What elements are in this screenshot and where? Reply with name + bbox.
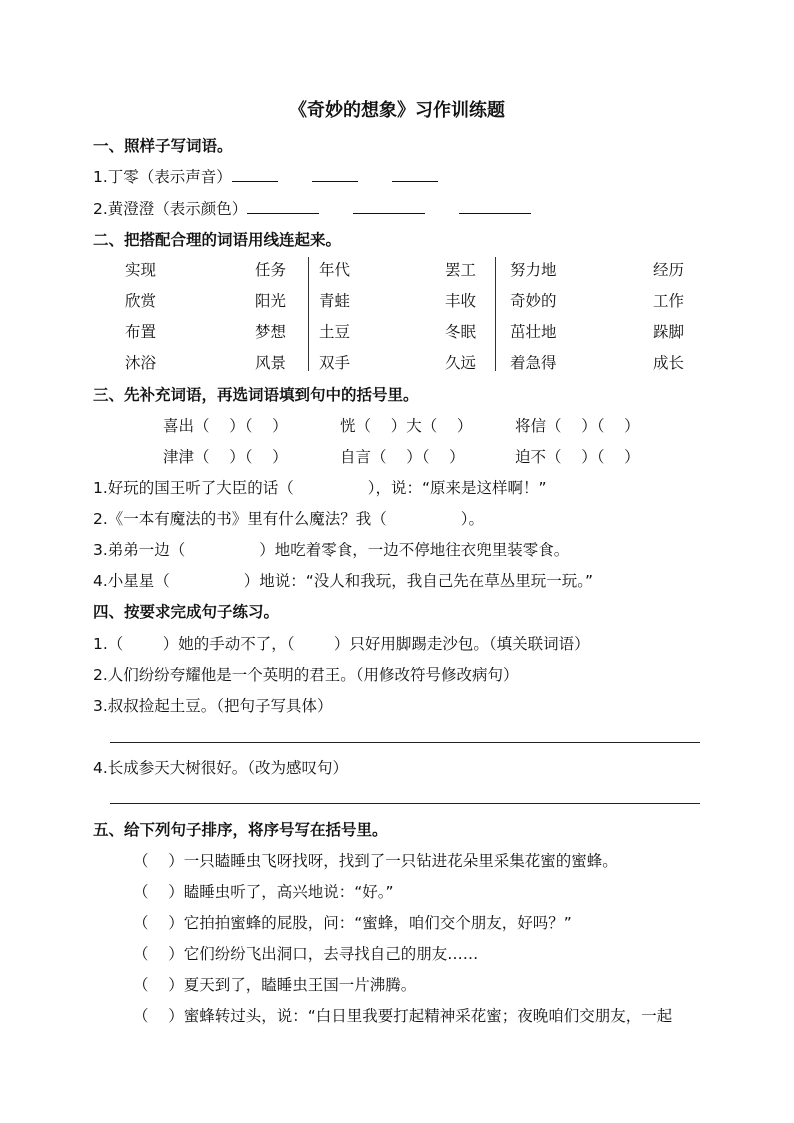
section1-heading: 一、照样子写词语。	[93, 137, 233, 155]
match-word[interactable]: 跺脚	[653, 323, 685, 341]
fill-word[interactable]: 恍（ ）大（ ）	[340, 417, 473, 435]
answer-blank[interactable]	[312, 167, 358, 182]
fill-word[interactable]: 自言（ ）（ ）	[340, 448, 465, 466]
section1-item-2	[93, 197, 531, 219]
sort-item[interactable]: （ ）夏天到了，瞌睡虫王国一片沸腾。	[133, 976, 417, 994]
section4-item-3: 3.叔叔捡起土豆。（把句子写具体）	[93, 697, 333, 715]
match-word[interactable]: 奇妙的	[510, 292, 557, 310]
match-group-2	[319, 255, 484, 377]
section1-item-2-label: 2.黄澄澄（表示颜色）	[93, 200, 248, 218]
section3-sentence-1[interactable]: 1.好玩的国王听了大臣的话（ ），说：“原来是这样啊！”	[93, 479, 547, 497]
match-word[interactable]: 罢工	[445, 261, 477, 279]
fill-word[interactable]: 迫不（ ）（ ）	[515, 448, 640, 466]
match-word[interactable]: 冬眠	[445, 323, 477, 341]
matching-grid	[125, 255, 695, 377]
section5-heading: 五、给下列句子排序，将序号写在括号里。	[93, 821, 388, 839]
match-word[interactable]: 双手	[319, 354, 351, 372]
section4-item-2: 2.人们纷纷夸耀他是一个英明的君王。（用修改符号修改病句）	[93, 666, 519, 684]
match-word[interactable]: 欣赏	[125, 292, 157, 310]
match-word[interactable]: 土豆	[319, 323, 351, 341]
fill-word[interactable]: 喜出（ ）（ ）	[163, 417, 288, 435]
answer-blank[interactable]	[353, 199, 425, 214]
section3-sentence-3[interactable]: 3.弟弟一边（ ）地吃着零食，一边不停地往衣兜里装零食。	[93, 541, 570, 559]
sort-item[interactable]: （ ）它拍拍蜜蜂的屁股，问：“蜜蜂，咱们交个朋友，好吗？”	[133, 914, 572, 932]
fill-word[interactable]: 将信（ ）（ ）	[515, 417, 640, 435]
match-word[interactable]: 阳光	[255, 292, 287, 310]
match-word[interactable]: 任务	[255, 261, 287, 279]
section1-item-1	[93, 165, 438, 187]
answer-line[interactable]	[110, 803, 700, 804]
answer-blank[interactable]	[247, 199, 319, 214]
match-word[interactable]: 青蛙	[319, 292, 351, 310]
sort-item[interactable]: （ ）瞌睡虫听了，高兴地说：“好。”	[133, 883, 394, 901]
column-divider	[308, 257, 309, 371]
section3-sentence-4[interactable]: 4.小星星（ ）地说：“没人和我玩，我自己先在草丛里玩一玩。”	[93, 572, 594, 590]
match-word[interactable]: 梦想	[255, 323, 287, 341]
match-word[interactable]: 茁壮地	[510, 323, 557, 341]
sort-item[interactable]: （ ）一只瞌睡虫飞呀找呀，找到了一只钻进花朵里采集花蜜的蜜蜂。	[133, 852, 618, 870]
section3-sentence-2[interactable]: 2.《一本有魔法的书》里有什么魔法？我（ ）。	[93, 510, 484, 528]
match-word[interactable]: 工作	[653, 292, 685, 310]
sort-item[interactable]: （ ）它们纷纷飞出洞口，去寻找自己的朋友……	[133, 945, 479, 963]
fill-word[interactable]: 津津（ ）（ ）	[163, 448, 288, 466]
section4-item-1[interactable]: 1.（ ）她的手动不了，（ ）只好用脚踢走沙包。（填关联词语）	[93, 635, 590, 653]
match-word[interactable]: 成长	[653, 354, 685, 372]
answer-blank[interactable]	[392, 167, 438, 182]
match-word[interactable]: 久远	[445, 354, 477, 372]
match-word[interactable]: 布置	[125, 323, 157, 341]
match-word[interactable]: 实现	[125, 261, 157, 279]
match-word[interactable]: 沐浴	[125, 354, 157, 372]
section4-item-4: 4.长成参天大树很好。（改为感叹句）	[93, 759, 349, 777]
answer-blank[interactable]	[459, 199, 531, 214]
page-title: 《奇妙的想象》习作训练题	[289, 100, 505, 121]
match-word[interactable]: 年代	[319, 261, 351, 279]
match-word[interactable]: 风景	[255, 354, 287, 372]
match-word[interactable]: 丰收	[445, 292, 477, 310]
answer-blank[interactable]	[232, 167, 278, 182]
section2-heading: 二、把搭配合理的词语用线连起来。	[93, 231, 342, 249]
answer-line[interactable]	[110, 742, 700, 743]
match-group-1	[125, 255, 290, 377]
sort-item[interactable]: （ ）蜜蜂转过头，说：“白日里我要打起精神采花蜜；夜晚咱们交朋友，一起	[133, 1007, 673, 1025]
match-word[interactable]: 经历	[653, 261, 685, 279]
section3-heading: 三、先补充词语，再选词语填到句中的括号里。	[93, 386, 419, 404]
match-group-3	[510, 255, 695, 377]
section4-heading: 四、按要求完成句子练习。	[93, 603, 280, 621]
section1-item-1-label: 1.丁零（表示声音）	[93, 168, 232, 186]
column-divider	[495, 257, 496, 371]
match-word[interactable]: 努力地	[510, 261, 557, 279]
match-word[interactable]: 着急得	[510, 354, 557, 372]
